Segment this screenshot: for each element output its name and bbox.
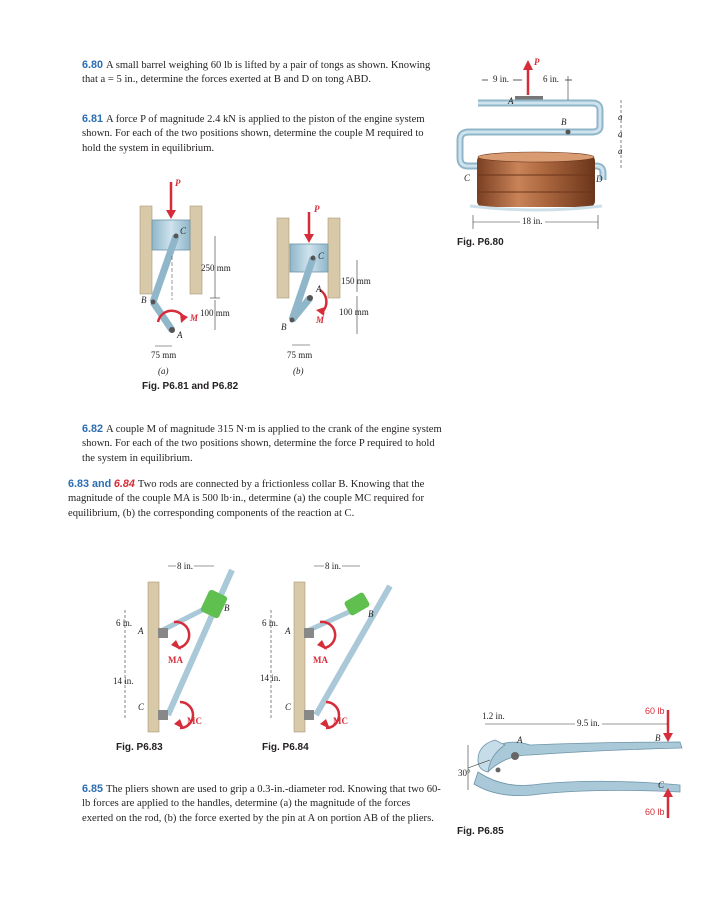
dim-100mm-b: 100 mm bbox=[339, 307, 369, 317]
label-a-p6-83: A bbox=[138, 626, 144, 636]
dim-150mm: 150 mm bbox=[341, 276, 371, 286]
label-c: C bbox=[658, 780, 665, 790]
label-p: P bbox=[534, 57, 540, 67]
dim-8in-p6-84: 8 in. bbox=[325, 561, 342, 571]
problem-text: Two rods are connected by a frictionless collar B. Knowing that the magnitude of the couple MA is 500 lb·in., determine (a) the couple MC required for equilibrium, (b) the corresponding components of the reaction at C. bbox=[68, 479, 425, 519]
dim-100mm-a: 100 mm bbox=[200, 308, 230, 318]
label-p-a: P bbox=[175, 178, 181, 188]
dim-6in: 6 in. bbox=[543, 74, 560, 84]
label-ma-p6-83: MA bbox=[168, 655, 183, 665]
label-mc-p6-84: MC bbox=[333, 716, 348, 726]
dim-18in: 18 in. bbox=[522, 216, 543, 226]
pliers-handle-lower bbox=[474, 772, 680, 796]
problem-number-alt: 6.84 bbox=[113, 478, 135, 490]
label-a: A bbox=[517, 735, 523, 745]
problem-number: 6.80 bbox=[82, 59, 104, 71]
caption-p6-83: Fig. P6.83 bbox=[116, 742, 163, 753]
caption-p6-81: Fig. P6.81 and P6.82 bbox=[142, 381, 239, 392]
label-c-b: C bbox=[318, 251, 325, 261]
problem-text: The pliers shown are used to grip a 0.3-in.-diameter rod. Knowing that two 60-lb forces are applied to the handles, determine (a) the magnitude of the forces exerted on the rod, (b) the force exerted by the pin at A on portion AB of the pliers. bbox=[82, 784, 441, 824]
label-b-b: B bbox=[281, 322, 287, 332]
label-p-b: P bbox=[314, 204, 320, 214]
dim-6in-p6-84: 6 in. bbox=[262, 618, 279, 628]
label-a-a: A bbox=[177, 330, 183, 340]
force-60lb-top bbox=[663, 733, 673, 742]
label-c-a: C bbox=[180, 226, 187, 236]
label-a-b: A bbox=[316, 284, 322, 294]
label-mc-p6-83: MC bbox=[187, 716, 202, 726]
angle-30deg: 30° bbox=[458, 768, 471, 778]
dim-14in-p6-83: 14 in. bbox=[113, 676, 134, 686]
subfig-b: (b) bbox=[293, 366, 304, 376]
label-b-a: B bbox=[141, 295, 147, 305]
label-ma-p6-84: MA bbox=[313, 655, 328, 665]
label-c: C bbox=[464, 173, 471, 183]
dim-1-2in: 1.2 in. bbox=[482, 711, 505, 721]
dim-75mm-a: 75 mm bbox=[151, 350, 177, 360]
dim-14in-p6-84: 14 in. bbox=[260, 673, 281, 683]
dim-a-2: a bbox=[618, 129, 623, 139]
label-m-b: M bbox=[316, 315, 325, 325]
dim-8in-p6-83: 8 in. bbox=[177, 561, 194, 571]
dim-75mm-b: 75 mm bbox=[287, 350, 313, 360]
label-d: D bbox=[596, 174, 603, 184]
dim-9-5in: 9.5 in. bbox=[577, 718, 600, 728]
dim-9in: 9 in. bbox=[493, 74, 510, 84]
problem-number: 6.82 bbox=[82, 423, 104, 435]
label-b: B bbox=[561, 117, 567, 127]
label-b-p6-83: B bbox=[224, 603, 230, 613]
subfig-a: (a) bbox=[158, 366, 169, 376]
label-c-p6-83: C bbox=[138, 702, 145, 712]
pliers-handle-upper bbox=[480, 742, 682, 772]
label-a: A bbox=[508, 96, 514, 106]
problem-text: A couple M of magnitude 315 N·m is applied to the crank of the engine system shown. For each of the two positions shown, determine the force P required to hold the system in equilibrium. bbox=[82, 424, 442, 464]
pin-a bbox=[511, 752, 519, 760]
caption-p6-85: Fig. P6.85 bbox=[457, 826, 504, 837]
label-b: B bbox=[655, 733, 661, 743]
label-60lb-bottom: 60 lb bbox=[645, 807, 665, 817]
dim-250mm: 250 mm bbox=[201, 263, 231, 273]
label-60lb-top: 60 lb bbox=[645, 706, 665, 716]
label-b-p6-84: B bbox=[368, 609, 374, 619]
dim-6in-p6-83: 6 in. bbox=[116, 618, 133, 628]
label-c-p6-84: C bbox=[285, 702, 292, 712]
dim-a-1: a bbox=[618, 112, 623, 122]
problem-number: 6.85 bbox=[82, 783, 104, 795]
problem-text: A small barrel weighing 60 lb is lifted by a pair of tongs as shown. Knowing that a = 5 in., determine the forces exerted at B and D on tong ABD. bbox=[82, 60, 431, 86]
label-a-p6-84: A bbox=[285, 626, 291, 636]
problem-number: 6.83 and bbox=[68, 478, 112, 490]
caption-prefix: Fig. P6.84 bbox=[262, 742, 309, 753]
caption-p6-80: Fig. P6.80 bbox=[457, 237, 504, 248]
problem-text: A force P of magnitude 2.4 kN is applied to the piston of the engine system shown. For each of the two positions shown, determine the couple M required to hold the system in equilibrium. bbox=[82, 114, 425, 154]
label-m-a: M bbox=[190, 313, 199, 323]
problem-number: 6.81 bbox=[82, 113, 104, 125]
dim-a-3: a bbox=[618, 146, 623, 156]
